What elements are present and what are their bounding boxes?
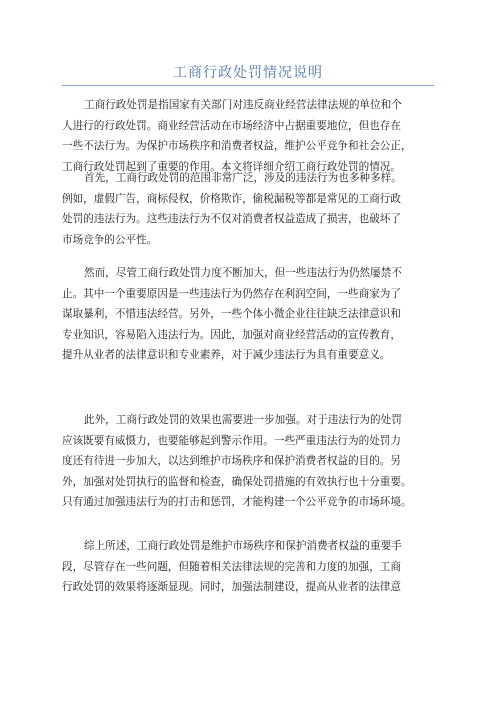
paragraph-line: 止。其中一个重要原因是一些违法行为仍然存在利润空间，一些商家为了 (62, 287, 401, 300)
paragraph-line: 谋取暴利，不惜违法经营。另外，一些个体小微企业往往缺乏法律意识和 (62, 308, 401, 320)
paragraph-line: 提升从业者的法律意识和专业素养，对于减少违法行为具有重要意义。 (62, 349, 391, 361)
paragraph-line: 例如，虚假广告，商标侵权，价格欺诈，偷税漏税等都是常见的工商行政 (62, 192, 401, 205)
paragraph-line: 应该既要有威慑力，也要能够起到警示作用。一些严重违法行为的处罚力 (62, 434, 401, 447)
paragraph-causes (62, 263, 436, 366)
document-title: 工商行政处罚情况说明 (173, 65, 323, 81)
paragraph-intro (62, 95, 436, 177)
paragraph-line: 人进行的行政处罚。商业经营活动在市场经济中占据重要地位，但也存在 (62, 119, 401, 132)
paragraph-line: 只有通过加强违法行为的打击和惩罚，才能构建一个公平竞争的市场环境。 (62, 496, 412, 508)
paragraph-line: 市场竞争的公平性。 (62, 233, 158, 246)
paragraph-line: 然而，尽管工商行政处罚力度不断加大，但一些违法行为仍然屡禁不 (84, 267, 402, 279)
paragraph-line: 度还有待进一步加大，以达到维护市场秩序和保护消费者权益的目的。另 (62, 455, 401, 467)
paragraph-conclusion (62, 536, 436, 598)
paragraph-line: 此外，工商行政处罚的效果也需要进一步加强。对于违法行为的处罚 (84, 414, 402, 426)
title-divider (62, 85, 434, 86)
paragraph-effectiveness (62, 410, 436, 513)
paragraph-line: 综上所述，工商行政处罚是维护市场秩序和保护消费者权益的重要手 (84, 540, 402, 552)
paragraph-scope (62, 168, 436, 250)
paragraph-line: 一些不法行为。为保护市场秩序和消费者权益，维护公平竞争和社会公正， (62, 140, 412, 152)
paragraph-line: 专业知识，容易陷入违法行为。因此，加强对商业经营活动的宣传教育， (62, 328, 401, 341)
paragraph-line: 工商行政处罚是指国家有关部门对违反商业经营法律法规的单位和个 (84, 99, 402, 111)
paragraph-line: 工商行政处罚起到了重要的作用。本文将详细介绍工商行政处罚的情况。 (62, 160, 401, 173)
paragraph-line: 行政处罚的效果将逐渐显现。同时，加强法制建设，提高从业者的法律意 (62, 581, 401, 593)
paragraph-line: 首先，工商行政处罚的范围非常广泛，涉及的违法行为也多种多样。 (84, 172, 402, 184)
paragraph-line: 段，尽管存在一些问题，但随着相关法律法规的完善和力度的加强，工商 (62, 560, 401, 573)
paragraph-line: 外，加强对处罚执行的监督和检查，确保处罚措施的有效执行也十分重要。 (62, 475, 412, 488)
paragraph-line: 处罚的违法行为。这些违法行为不仅对消费者权益造成了损害，也破坏了 (62, 213, 401, 225)
